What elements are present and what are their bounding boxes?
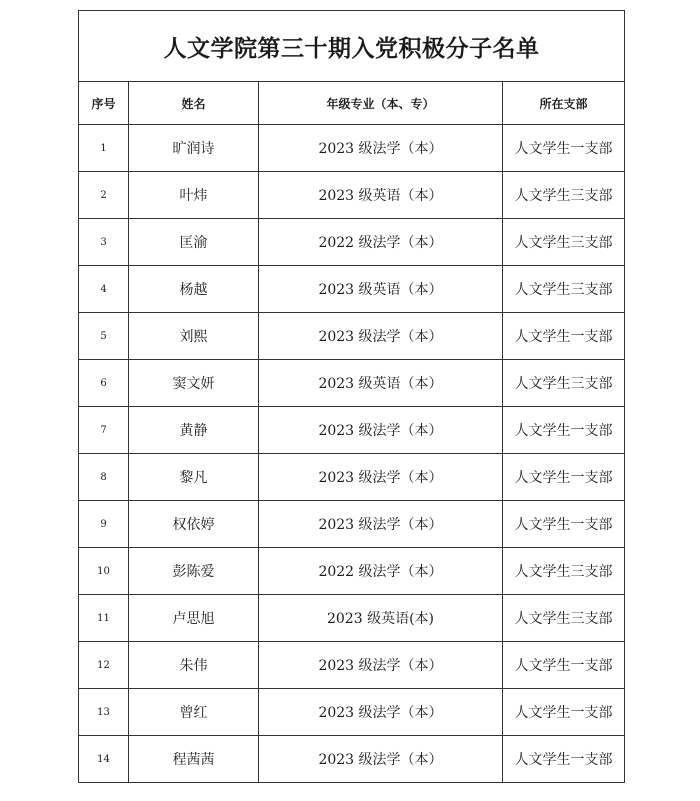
cell-no: 1 xyxy=(79,125,129,172)
table-row xyxy=(79,219,625,266)
table-row xyxy=(79,689,625,736)
cell-branch: 人文学生一支部 xyxy=(503,736,625,783)
cell-major: 2023 级法学（本） xyxy=(259,313,503,360)
cell-name: 旷润诗 xyxy=(129,125,259,172)
cell-name: 匡渝 xyxy=(129,219,259,266)
table-row xyxy=(79,360,625,407)
header-no: 序号 xyxy=(79,82,129,125)
cell-no: 13 xyxy=(79,689,129,736)
table-row xyxy=(79,172,625,219)
cell-name: 彭陈爱 xyxy=(129,548,259,595)
header-name: 姓名 xyxy=(129,82,259,125)
cell-major: 2023 级法学（本） xyxy=(259,407,503,454)
cell-no: 4 xyxy=(79,266,129,313)
table-row xyxy=(79,736,625,783)
cell-name: 权依婷 xyxy=(129,501,259,548)
cell-major: 2023 级法学（本） xyxy=(259,736,503,783)
cell-no: 12 xyxy=(79,642,129,689)
cell-branch: 人文学生一支部 xyxy=(503,313,625,360)
cell-major: 2023 级法学（本） xyxy=(259,689,503,736)
table-row xyxy=(79,313,625,360)
cell-major: 2023 级法学（本） xyxy=(259,125,503,172)
cell-branch: 人文学生三支部 xyxy=(503,266,625,313)
cell-name: 曾红 xyxy=(129,689,259,736)
table-row xyxy=(79,548,625,595)
cell-major: 2023 级法学（本） xyxy=(259,454,503,501)
cell-major: 2022 级法学（本） xyxy=(259,548,503,595)
cell-name: 窦文妍 xyxy=(129,360,259,407)
table-row xyxy=(79,642,625,689)
cell-no: 7 xyxy=(79,407,129,454)
header-major: 年级专业（本、专） xyxy=(259,82,503,125)
cell-no: 5 xyxy=(79,313,129,360)
cell-no: 11 xyxy=(79,595,129,642)
cell-name: 黄静 xyxy=(129,407,259,454)
cell-name: 杨越 xyxy=(129,266,259,313)
cell-branch: 人文学生一支部 xyxy=(503,454,625,501)
cell-branch: 人文学生一支部 xyxy=(503,689,625,736)
cell-branch: 人文学生一支部 xyxy=(503,501,625,548)
cell-name: 刘熙 xyxy=(129,313,259,360)
cell-major: 2023 级英语(本) xyxy=(259,595,503,642)
cell-major: 2023 级法学（本） xyxy=(259,642,503,689)
table-row xyxy=(79,454,625,501)
cell-name: 叶炜 xyxy=(129,172,259,219)
table-row xyxy=(79,595,625,642)
cell-major: 2022 级法学（本） xyxy=(259,219,503,266)
cell-name: 卢思旭 xyxy=(129,595,259,642)
cell-no: 2 xyxy=(79,172,129,219)
table-row xyxy=(79,266,625,313)
cell-name: 黎凡 xyxy=(129,454,259,501)
cell-no: 3 xyxy=(79,219,129,266)
cell-no: 6 xyxy=(79,360,129,407)
table-row xyxy=(79,501,625,548)
cell-major: 2023 级英语（本） xyxy=(259,172,503,219)
document-title: 人文学院第三十期入党积极分子名单 xyxy=(79,11,625,82)
cell-major: 2023 级法学（本） xyxy=(259,501,503,548)
table-row xyxy=(79,125,625,172)
cell-name: 程茜茜 xyxy=(129,736,259,783)
table-row xyxy=(79,407,625,454)
cell-branch: 人文学生三支部 xyxy=(503,548,625,595)
header-branch: 所在支部 xyxy=(503,82,625,125)
cell-branch: 人文学生一支部 xyxy=(503,125,625,172)
title-row xyxy=(79,11,625,82)
cell-no: 8 xyxy=(79,454,129,501)
cell-no: 14 xyxy=(79,736,129,783)
cell-major: 2023 级英语（本） xyxy=(259,266,503,313)
member-list-table xyxy=(78,10,625,783)
cell-no: 10 xyxy=(79,548,129,595)
header-row xyxy=(79,82,625,125)
cell-branch: 人文学生三支部 xyxy=(503,595,625,642)
cell-major: 2023 级英语（本） xyxy=(259,360,503,407)
cell-branch: 人文学生三支部 xyxy=(503,172,625,219)
cell-branch: 人文学生三支部 xyxy=(503,219,625,266)
cell-branch: 人文学生三支部 xyxy=(503,360,625,407)
cell-name: 朱伟 xyxy=(129,642,259,689)
cell-branch: 人文学生一支部 xyxy=(503,642,625,689)
cell-no: 9 xyxy=(79,501,129,548)
table-body xyxy=(79,125,625,783)
cell-branch: 人文学生一支部 xyxy=(503,407,625,454)
